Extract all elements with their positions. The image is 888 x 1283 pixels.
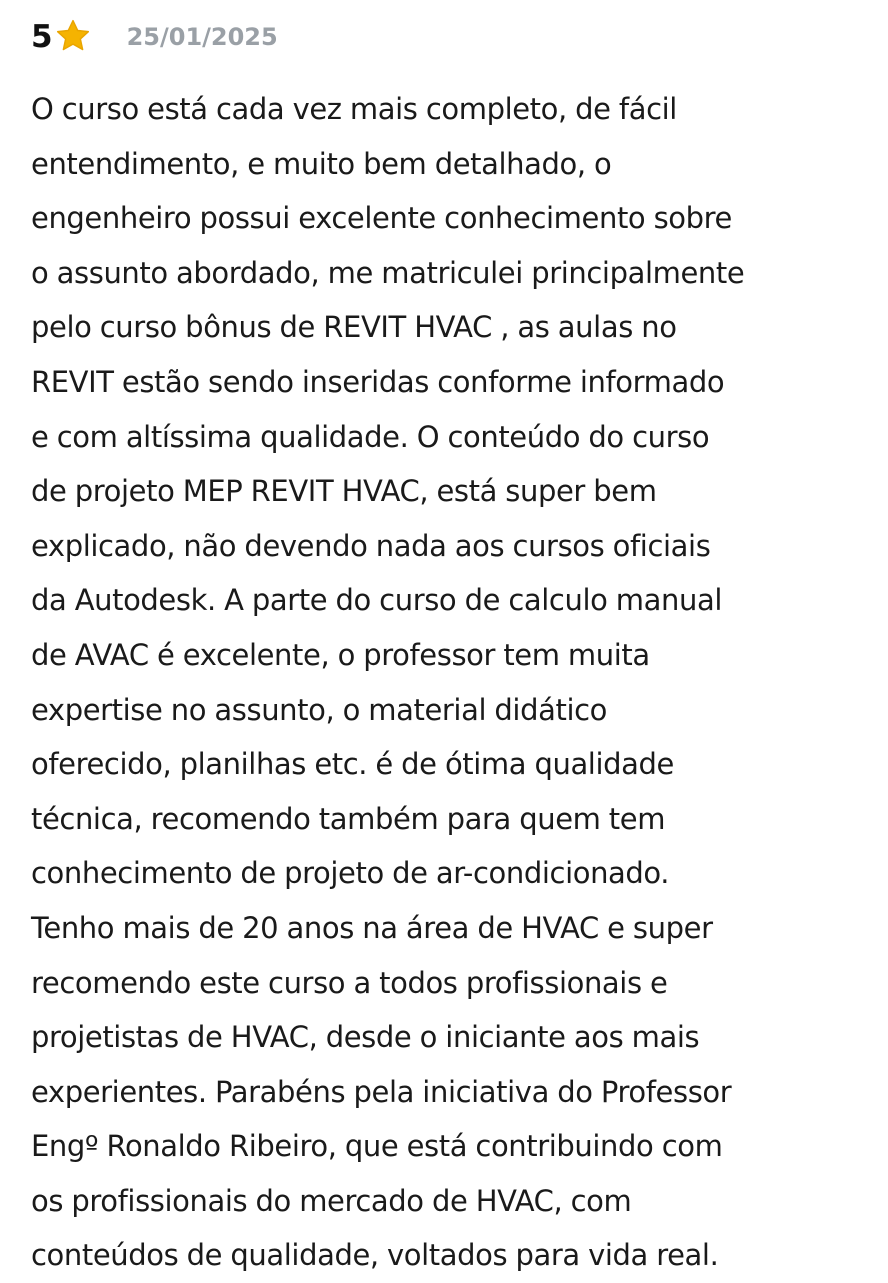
review-text-line: REVIT estão sendo inseridas conforme informado bbox=[31, 364, 725, 399]
review-text-line: e com altíssima qualidade. O conteúdo do curso bbox=[31, 419, 710, 454]
review-text-line: de AVAC é excelente, o professor tem muita bbox=[31, 637, 650, 672]
review-text-line: os profissionais do mercado de HVAC, com bbox=[31, 1183, 632, 1218]
review-date: 25/01/2025 bbox=[126, 23, 278, 51]
review-text-line: O curso está cada vez mais completo, de fácil bbox=[31, 92, 677, 126]
rating-value: 5 bbox=[31, 19, 53, 55]
review-text-line: entendimento, e muito bem detalhado, o bbox=[31, 146, 612, 181]
review-text-line: o assunto abordado, me matriculei principalmente bbox=[31, 255, 745, 290]
review-text-line: Tenho mais de 20 anos na área de HVAC e super bbox=[31, 910, 713, 945]
review-text-line: oferecido, planilhas etc. é de ótima qualidade bbox=[31, 747, 674, 782]
review-header bbox=[31, 14, 851, 60]
review-text-line: explicado, não devendo nada aos cursos oficiais bbox=[31, 528, 711, 563]
review-text-line: de projeto MEP REVIT HVAC, está super bem bbox=[31, 474, 657, 509]
review-text-line: técnica, recomendo também para quem tem bbox=[31, 801, 666, 836]
review-card bbox=[31, 14, 851, 1283]
review-text-line: engenheiro possui excelente conhecimento sobre bbox=[31, 201, 732, 236]
review-text-line: conteúdos de qualidade, voltados para vida real. bbox=[31, 1238, 719, 1273]
review-text-line: expertise no assunto, o material didático bbox=[31, 692, 607, 727]
review-text-line: conhecimento de projeto de ar-condicionado. bbox=[31, 856, 670, 891]
review-text bbox=[31, 82, 851, 1283]
review-text-line: pelo curso bônus de REVIT HVAC , as aulas no bbox=[31, 310, 677, 345]
review-text-line: da Autodesk. A parte do curso de calculo manual bbox=[31, 583, 722, 618]
star-icon bbox=[55, 18, 91, 54]
review-text-line: experientes. Parabéns pela iniciativa do Professor bbox=[31, 1074, 732, 1109]
review-text-line: Engº Ronaldo Ribeiro, que está contribuindo com bbox=[31, 1129, 723, 1164]
review-text-line: projetistas de HVAC, desde o iniciante aos mais bbox=[31, 1020, 700, 1055]
review-text-line: recomendo este curso a todos profissionais e bbox=[31, 965, 668, 1000]
